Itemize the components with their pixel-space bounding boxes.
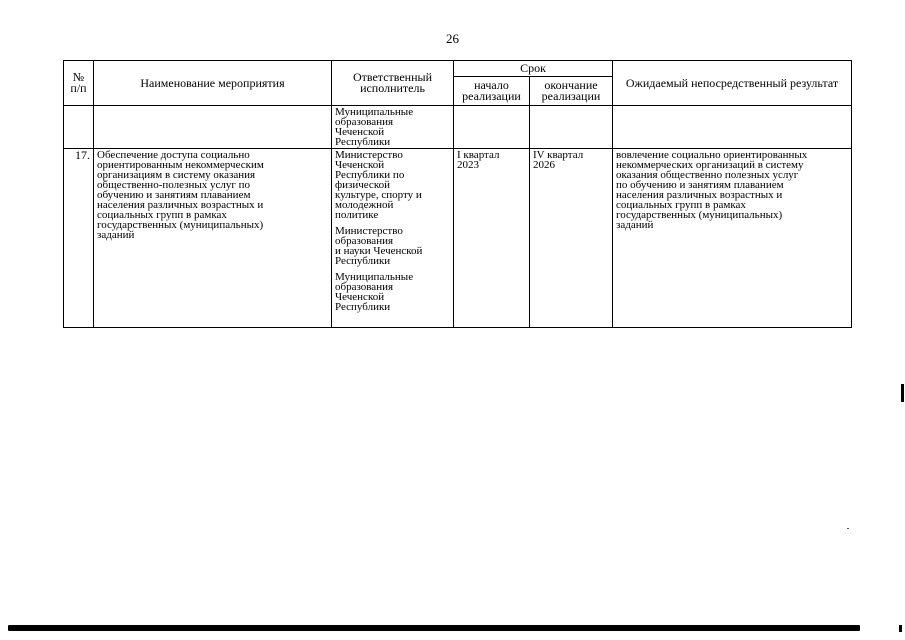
header-expected-result: Ожидаемый непосредственный результат (613, 61, 852, 106)
cell-start: I квартал 2023 (454, 149, 530, 328)
cell-result: вовлечение социально ориентированных некоммерческих организаций в систему оказания общественно полезных услуг по обучению и занятиям плаванием населения различных возрастных и социальных групп в рамках государственных (муниципальных) заданий (613, 149, 852, 328)
cell-start (454, 106, 530, 149)
cell-end (530, 106, 613, 149)
page-number: 26 (446, 31, 459, 46)
cell-name (94, 106, 332, 149)
header-term: Срок (454, 61, 613, 77)
header-activity-name: Наименование мероприятия (94, 61, 332, 106)
header-number: № п/п (64, 61, 94, 106)
cell-executor (332, 149, 454, 328)
header-responsible: Ответственный исполнитель (332, 61, 454, 106)
activity-plan-table (63, 60, 852, 328)
executor-ministry-sport: Министерство Чеченской Республики по физической культуре, спорту и молодежной политике (335, 149, 422, 221)
cell-number (64, 106, 94, 149)
header-start: начало реализации (454, 77, 530, 106)
table-row (64, 106, 852, 149)
scan-speck (847, 528, 849, 529)
scan-corner-mark (899, 625, 902, 632)
cell-number: 17. (64, 149, 94, 328)
scan-edge-mark (901, 384, 904, 402)
scan-bottom-rule (8, 625, 860, 631)
cell-executor: Муниципальные образования Чеченской Республики (332, 106, 454, 149)
executor-ministry-education: Министерство образования и науки Чеченской Республики (335, 225, 423, 267)
table-header-row (64, 61, 852, 77)
cell-end: IV квартал 2026 (530, 149, 613, 328)
cell-result (613, 106, 852, 149)
header-end: окончание реализации (530, 77, 613, 106)
cell-name: Обеспечение доступа социально ориентированным некоммерческим организациям в систему оказания общественно-полезных услуг по обучению и занятиям плаванием населения различных возрастных и социальных групп в рамках государственных (муниципальных) заданий (94, 149, 332, 328)
executor-municipalities: Муниципальные образования Чеченской Республики (335, 271, 414, 313)
table-row (64, 149, 852, 328)
